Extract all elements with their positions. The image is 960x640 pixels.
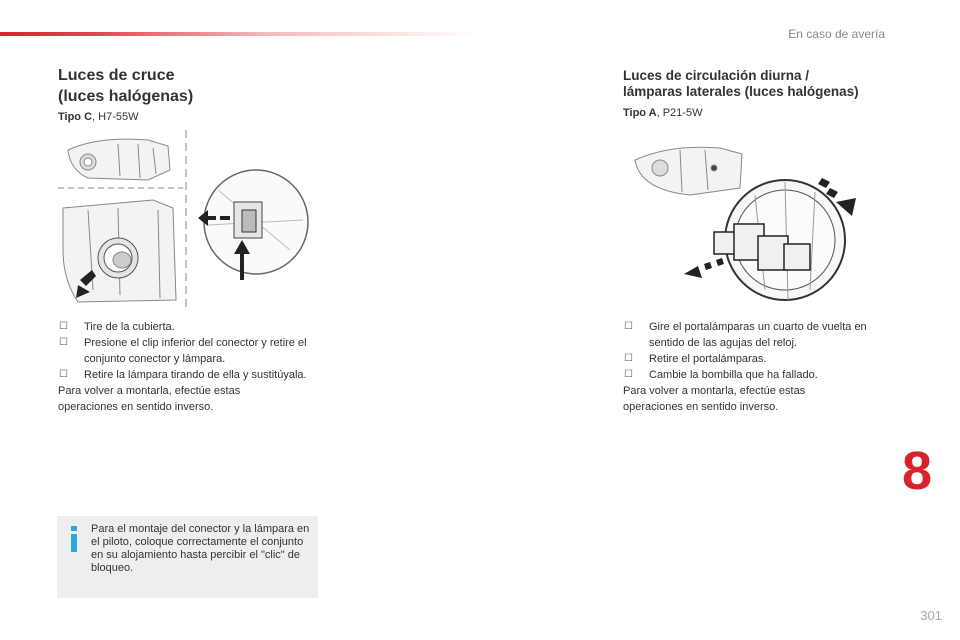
checkbox-bullet-icon: ☐ bbox=[624, 321, 633, 332]
page-number: 301 bbox=[920, 608, 942, 623]
section-title: En caso de avería bbox=[788, 27, 885, 41]
checkbox-bullet-icon: ☐ bbox=[59, 369, 68, 380]
daytime-light-illustration bbox=[630, 140, 870, 305]
left-heading-line2: (luces halógenas) bbox=[58, 88, 194, 106]
checkbox-bullet-icon: ☐ bbox=[59, 321, 68, 332]
left-type-label: Tipo C bbox=[58, 111, 93, 123]
step-item bbox=[58, 335, 320, 367]
step-item bbox=[623, 351, 885, 367]
left-closing-text: Para volver a montarla, efectúe estas operaciones en sentido inverso. bbox=[58, 385, 241, 413]
checkbox-bullet-icon: ☐ bbox=[59, 337, 68, 348]
left-heading bbox=[58, 66, 193, 106]
step-item bbox=[623, 319, 885, 351]
right-heading-line1: Luces de circulación diurna / bbox=[623, 68, 810, 83]
checkbox-bullet-icon: ☐ bbox=[624, 353, 633, 364]
right-type-label: Tipo A bbox=[623, 107, 657, 119]
right-closing-text: Para volver a montarla, efectúe estas operaciones en sentido inverso. bbox=[623, 385, 806, 413]
right-heading bbox=[623, 68, 859, 100]
step-text: Cambie la bombilla que ha fallado. bbox=[649, 369, 818, 381]
chapter-number: 8 bbox=[902, 441, 933, 501]
step-text: Tire de la cubierta. bbox=[84, 321, 175, 333]
step-text: Retire la lámpara tirando de ella y sustitúyala. bbox=[84, 369, 307, 381]
info-note-text: Para el montaje del conector y la lámpara en el piloto, coloque correctamente el conjunto en su alojamiento hasta percibir el "clic" de bloqueo. bbox=[91, 523, 310, 574]
right-type-value: , P21-5W bbox=[656, 107, 703, 119]
checkbox-bullet-icon: ☐ bbox=[624, 369, 633, 380]
right-heading-line2: lámparas laterales (luces halógenas) bbox=[623, 84, 859, 100]
info-note bbox=[57, 516, 318, 598]
header-accent-bar bbox=[0, 32, 480, 36]
step-text: Gire el portalámparas un cuarto de vuelta en sentido de las agujas del reloj. bbox=[649, 321, 867, 349]
left-type-value: , H7-55W bbox=[92, 111, 139, 123]
low-beam-illustration bbox=[58, 130, 318, 310]
left-steps bbox=[58, 319, 320, 415]
step-item bbox=[623, 367, 885, 383]
step-item bbox=[58, 319, 320, 335]
step-text: Retire el portalámparas. bbox=[649, 353, 767, 365]
left-type-line bbox=[58, 111, 138, 123]
left-heading-line1: Luces de cruce bbox=[58, 67, 175, 84]
info-icon bbox=[67, 526, 81, 552]
step-item bbox=[58, 367, 320, 383]
right-steps bbox=[623, 319, 885, 415]
right-type-line bbox=[623, 107, 702, 119]
step-text: Presione el clip inferior del conector y retire el conjunto conector y lámpara. bbox=[84, 337, 307, 365]
